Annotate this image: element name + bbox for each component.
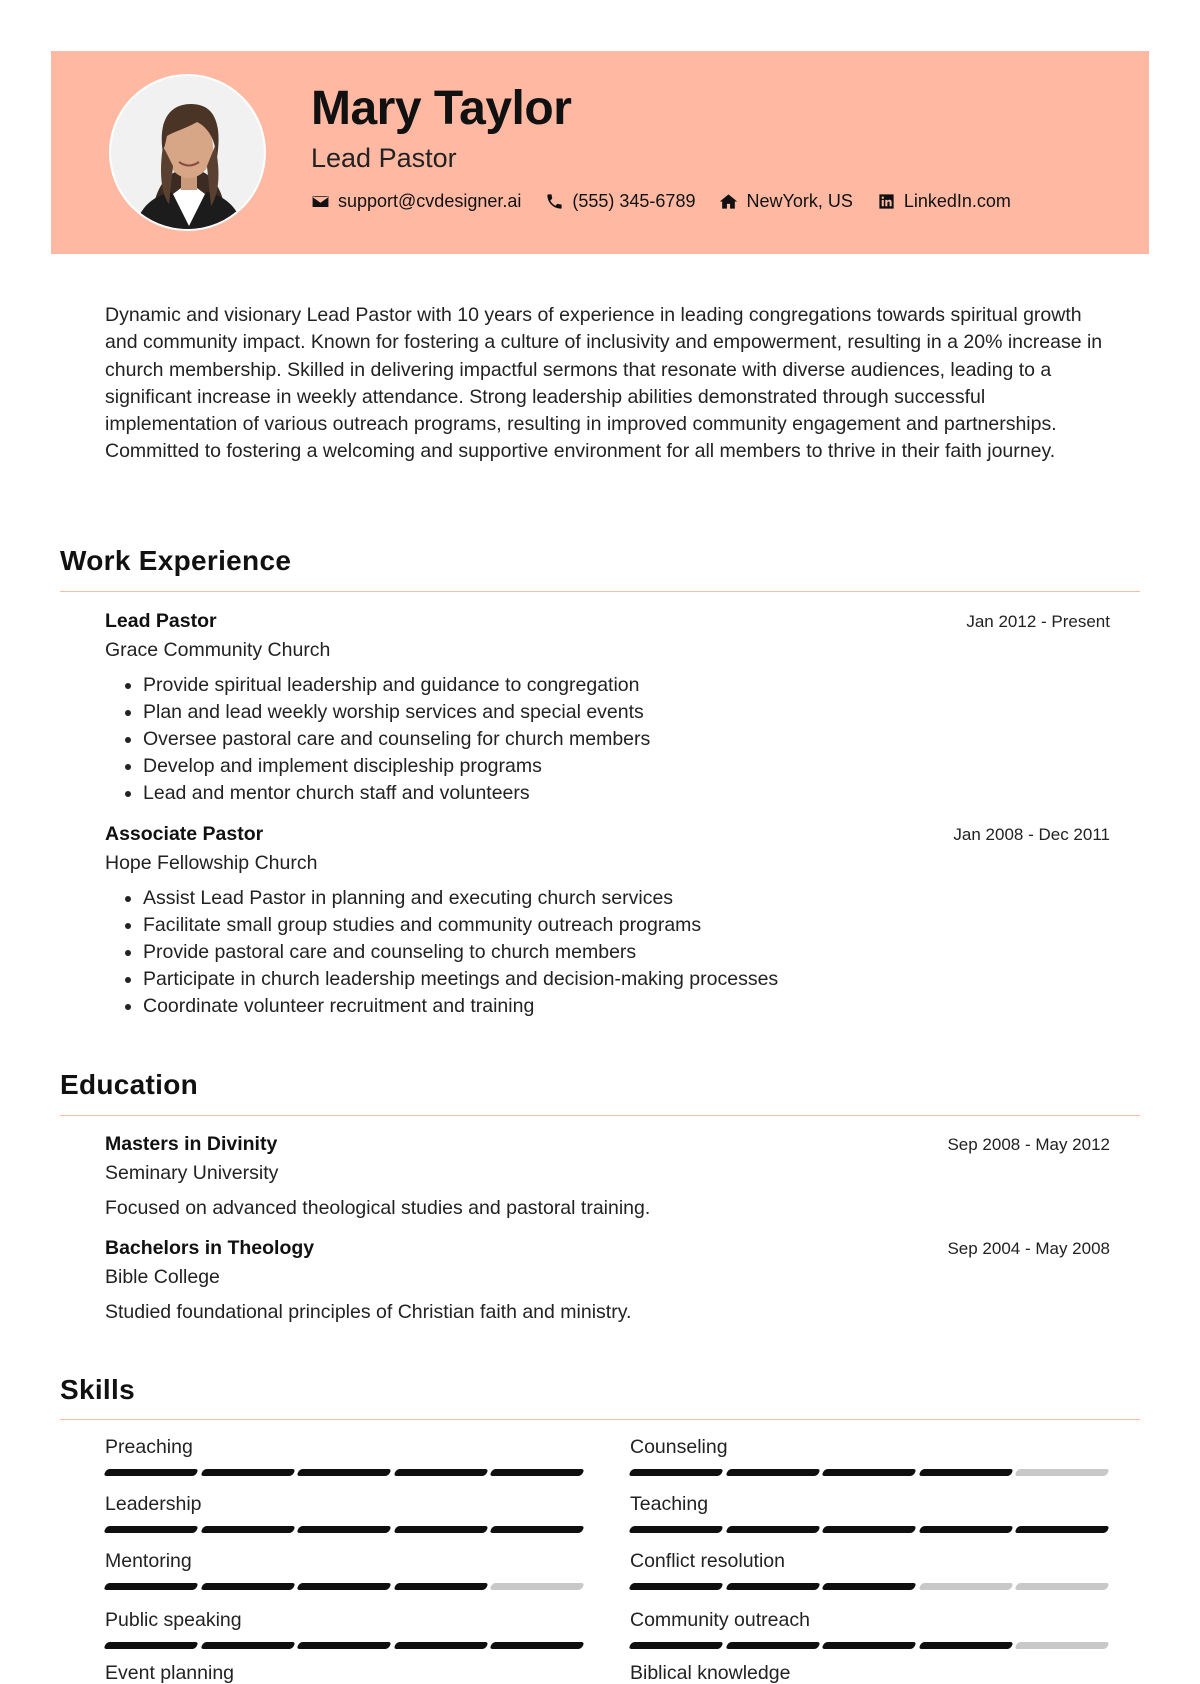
section-divider	[60, 591, 1140, 592]
skill-level-bar	[630, 1469, 1108, 1476]
skill-item	[630, 1609, 1108, 1649]
skill-level-bar	[630, 1526, 1108, 1533]
linkedin-icon	[877, 192, 896, 211]
skill-level-segment	[103, 1526, 198, 1533]
skill-level-segment	[200, 1469, 295, 1476]
skill-level-segment	[393, 1469, 488, 1476]
skill-name: Counseling	[630, 1436, 728, 1458]
skill-level-segment	[490, 1583, 585, 1590]
candidate-name: Mary Taylor	[311, 82, 572, 135]
envelope-icon	[311, 192, 330, 211]
skill-name: Teaching	[630, 1493, 709, 1515]
skill-level-segment	[393, 1583, 488, 1590]
skill-level-segment	[200, 1526, 295, 1533]
school-name: Bible College	[105, 1266, 220, 1288]
skill-level-segment	[103, 1642, 198, 1649]
job-duty: • Assist Lead Pastor in planning and executing church services	[143, 885, 1110, 912]
job-duty: • Provide spiritual leadership and guidance to congregation	[143, 672, 1110, 699]
work-experience-heading: Work Experience	[60, 545, 292, 576]
skill-level-segment	[297, 1526, 392, 1533]
skill-level-segment	[918, 1642, 1013, 1649]
skill-name: Event planning	[105, 1662, 235, 1684]
skill-item	[105, 1609, 583, 1649]
contact-linkedin-text: LinkedIn.com	[903, 191, 1011, 211]
job-duty: • Participate in church leadership meetings and decision-making processes	[143, 966, 1110, 993]
job-title: Lead Pastor	[105, 610, 217, 632]
skill-level-segment	[103, 1469, 198, 1476]
skill-level-bar	[630, 1583, 1108, 1590]
skill-level-segment	[725, 1583, 820, 1590]
skill-level-segment	[297, 1469, 392, 1476]
skill-level-bar	[630, 1642, 1108, 1649]
education-description: Studied foundational principles of Christian faith and ministry.	[105, 1301, 632, 1323]
skill-name: Leadership	[105, 1493, 202, 1515]
job-organization: Grace Community Church	[105, 639, 331, 661]
contact-location-text: NewYork, US	[746, 191, 853, 211]
skill-level-segment	[200, 1642, 295, 1649]
job-duty: • Provide pastoral care and counseling to church members	[143, 939, 1110, 966]
education-heading: Education	[60, 1069, 199, 1100]
profile-summary: Dynamic and visionary Lead Pastor with 10 years of experience in leading congregations towards spiritual growth and community impact. Known for fostering a culture of inclusivity and empowerment, resulting in a 20% increase in church membership. Skilled in delivering impactful sermons that resonate with diverse audiences, leading to a significant increase in weekly attendance. Strong leadership abilities demonstrated through successful implementation of various outreach programs, resulting in improved community engagement and partnerships. Committed to fostering a welcoming and supportive environment for all members to thrive in their faith journey.	[105, 304, 1103, 463]
education-entry	[105, 1237, 1110, 1324]
skill-level-bar	[105, 1583, 583, 1590]
job-duty: • Plan and lead weekly worship services and special events	[143, 699, 1110, 726]
skill-item	[630, 1436, 1108, 1476]
skill-item	[630, 1493, 1108, 1533]
skill-level-segment	[628, 1642, 723, 1649]
skill-level-segment	[297, 1583, 392, 1590]
job-organization: Hope Fellowship Church	[105, 852, 318, 874]
skill-level-segment	[628, 1469, 723, 1476]
skill-item	[630, 1550, 1108, 1590]
skill-level-segment	[1015, 1469, 1110, 1476]
school-name: Seminary University	[105, 1162, 279, 1184]
contact-email-text: support@cvdesigner.ai	[338, 191, 522, 211]
job-duties	[105, 672, 1110, 807]
degree-title: Bachelors in Theology	[105, 1237, 315, 1259]
job-duty: • Oversee pastoral care and counseling for church members	[143, 726, 1110, 753]
skill-level-segment	[918, 1526, 1013, 1533]
job-entry	[105, 610, 1110, 807]
contact-phone-text: (555) 345-6789	[572, 191, 696, 211]
skill-level-segment	[822, 1469, 917, 1476]
skill-level-segment	[1015, 1642, 1110, 1649]
skill-item	[105, 1436, 583, 1476]
skill-level-segment	[918, 1583, 1013, 1590]
skill-item	[105, 1662, 583, 1684]
skill-level-segment	[822, 1583, 917, 1590]
skill-level-segment	[822, 1642, 917, 1649]
contact-list	[311, 191, 1011, 212]
skill-name: Public speaking	[105, 1609, 242, 1631]
education-description: Focused on advanced theological studies and pastoral training.	[105, 1197, 651, 1219]
job-duties	[105, 885, 1110, 1020]
profile-photo	[109, 74, 266, 231]
skill-name: Community outreach	[630, 1609, 810, 1631]
skill-level-segment	[1015, 1526, 1110, 1533]
skill-level-segment	[628, 1583, 723, 1590]
contact-phone[interactable]	[545, 191, 695, 212]
skill-level-segment	[725, 1526, 820, 1533]
resume-header	[51, 51, 1149, 254]
skill-level-segment	[393, 1642, 488, 1649]
skill-level-segment	[725, 1642, 820, 1649]
portrait-image	[111, 76, 266, 231]
skill-level-segment	[822, 1526, 917, 1533]
job-dates: Jan 2008 - Dec 2011	[953, 825, 1110, 844]
degree-title: Masters in Divinity	[105, 1133, 278, 1155]
skill-level-segment	[725, 1469, 820, 1476]
skill-level-segment	[490, 1469, 585, 1476]
job-duty: • Develop and implement discipleship programs	[143, 753, 1110, 780]
skill-level-segment	[490, 1526, 585, 1533]
candidate-role: Lead Pastor	[311, 143, 457, 173]
skill-level-segment	[393, 1526, 488, 1533]
skill-name: Biblical knowledge	[630, 1662, 791, 1684]
education-dates: Sep 2008 - May 2012	[947, 1135, 1110, 1154]
skill-name: Mentoring	[105, 1550, 192, 1572]
skill-level-segment	[490, 1642, 585, 1649]
contact-linkedin[interactable]	[877, 191, 1011, 212]
skills-heading: Skills	[60, 1374, 135, 1405]
contact-location	[719, 191, 852, 212]
job-dates: Jan 2012 - Present	[966, 612, 1110, 631]
skill-item	[630, 1662, 1108, 1684]
job-title: Associate Pastor	[105, 823, 264, 845]
skill-level-segment	[1015, 1583, 1110, 1590]
skill-name: Conflict resolution	[630, 1550, 785, 1572]
home-icon	[719, 192, 738, 211]
skill-item	[105, 1493, 583, 1533]
skill-level-segment	[918, 1469, 1013, 1476]
section-divider	[60, 1115, 1140, 1116]
job-duty: • Coordinate volunteer recruitment and training	[143, 993, 1110, 1020]
section-divider	[60, 1419, 1140, 1420]
skill-item	[105, 1550, 583, 1590]
education-entry	[105, 1133, 1110, 1220]
skill-level-bar	[105, 1642, 583, 1649]
skill-name: Preaching	[105, 1436, 193, 1458]
contact-email[interactable]	[311, 191, 521, 212]
skill-level-segment	[628, 1526, 723, 1533]
skill-level-bar	[105, 1469, 583, 1476]
skill-level-segment	[103, 1583, 198, 1590]
job-duty: • Lead and mentor church staff and volunteers	[143, 780, 1110, 807]
skill-level-bar	[105, 1526, 583, 1533]
phone-icon	[545, 192, 564, 211]
skill-level-segment	[297, 1642, 392, 1649]
job-entry	[105, 823, 1110, 1020]
education-dates: Sep 2004 - May 2008	[947, 1239, 1110, 1258]
skill-level-segment	[200, 1583, 295, 1590]
job-duty: • Facilitate small group studies and community outreach programs	[143, 912, 1110, 939]
